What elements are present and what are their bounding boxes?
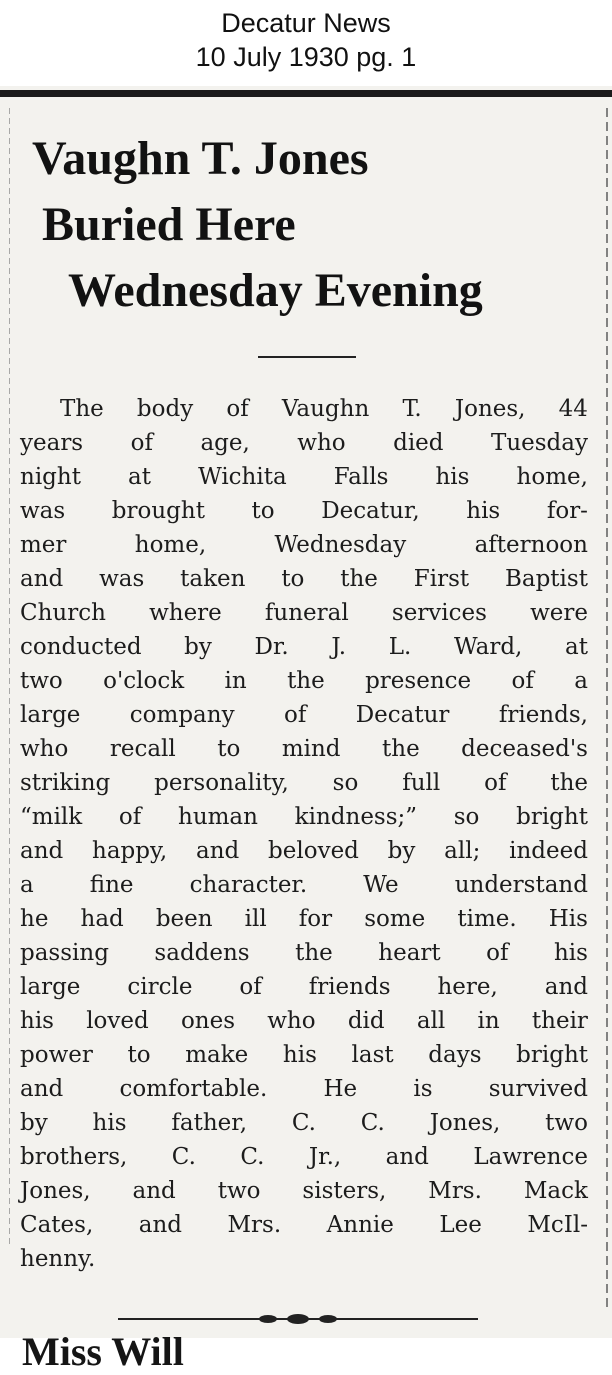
article-word: all bbox=[416, 1008, 446, 1034]
article-line bbox=[20, 1140, 588, 1174]
article-word: of bbox=[511, 668, 534, 694]
article-line bbox=[20, 562, 588, 596]
article-body bbox=[20, 392, 588, 1276]
article-word: by bbox=[184, 634, 212, 660]
article-word: and bbox=[544, 974, 588, 1000]
article-word: heart bbox=[378, 940, 441, 966]
article-word: o'clock bbox=[103, 668, 185, 694]
article-word: Jones, bbox=[20, 1178, 91, 1204]
article-word: beloved bbox=[268, 838, 359, 864]
article-word: “milk bbox=[20, 804, 83, 830]
article-word: Mrs. bbox=[227, 1212, 282, 1238]
article-word: ones bbox=[180, 1008, 236, 1034]
column-top-rule bbox=[0, 90, 612, 97]
article-word: by bbox=[387, 838, 416, 864]
article-word: to bbox=[251, 498, 275, 524]
article-word: make bbox=[185, 1042, 249, 1068]
article-line bbox=[20, 664, 588, 698]
article-word: was bbox=[20, 498, 66, 524]
article-word: so bbox=[332, 770, 359, 796]
article-word: to bbox=[127, 1042, 151, 1068]
left-column-edge bbox=[9, 108, 10, 1248]
article-word: friends, bbox=[498, 702, 588, 728]
article-word: Decatur, bbox=[321, 498, 420, 524]
article-line bbox=[20, 596, 588, 630]
article-word: been bbox=[155, 906, 213, 932]
article-word: Falls bbox=[333, 464, 389, 490]
article-word: all; bbox=[444, 838, 481, 864]
article-word: his bbox=[92, 1110, 127, 1136]
article-word: saddens bbox=[154, 940, 250, 966]
article-word: He bbox=[323, 1076, 358, 1102]
article-headline bbox=[32, 126, 592, 324]
article-word: Tuesday bbox=[490, 430, 588, 456]
article-word: afternoon bbox=[474, 532, 588, 558]
article-word: brothers, bbox=[20, 1144, 128, 1170]
article-word: company bbox=[129, 702, 235, 728]
article-word: to bbox=[281, 566, 305, 592]
article-line bbox=[20, 1208, 588, 1242]
article-word: indeed bbox=[509, 838, 588, 864]
article-word: C. bbox=[240, 1144, 265, 1170]
article-line bbox=[20, 1072, 588, 1106]
right-column-edge bbox=[606, 108, 608, 1308]
headline-line-3: Wednesday Evening bbox=[68, 264, 483, 317]
article-word: passing bbox=[20, 940, 109, 966]
article-word: days bbox=[428, 1042, 482, 1068]
article-word: deceased's bbox=[461, 736, 588, 762]
article-line bbox=[20, 970, 588, 1004]
article-line bbox=[20, 392, 588, 426]
article-word: Baptist bbox=[504, 566, 588, 592]
article-word: who bbox=[267, 1008, 316, 1034]
article-word: Wichita bbox=[198, 464, 287, 490]
article-word: funeral bbox=[264, 600, 349, 626]
article-word: age, bbox=[200, 430, 250, 456]
article-line bbox=[20, 936, 588, 970]
article-word: Wednesday bbox=[274, 532, 407, 558]
article-line bbox=[20, 1242, 588, 1276]
article-word: is bbox=[413, 1076, 433, 1102]
article-word: personality, bbox=[154, 770, 289, 796]
article-word: some bbox=[364, 906, 426, 932]
article-word: large bbox=[20, 974, 81, 1000]
article-word: character. bbox=[189, 872, 308, 898]
article-word: power bbox=[20, 1042, 93, 1068]
article-word: where bbox=[149, 600, 222, 626]
article-word: L. bbox=[388, 634, 412, 660]
article-word: home, bbox=[516, 464, 588, 490]
article-word: of bbox=[484, 770, 507, 796]
article-word: T. bbox=[402, 396, 422, 422]
article-word: Lawrence bbox=[473, 1144, 588, 1170]
article-word: mind bbox=[281, 736, 341, 762]
article-word: large bbox=[20, 702, 81, 728]
article-word: of bbox=[239, 974, 262, 1000]
article-word: Jones, bbox=[429, 1110, 501, 1136]
article-word: friends bbox=[308, 974, 391, 1000]
article-word: to bbox=[217, 736, 241, 762]
headline-divider bbox=[258, 356, 356, 358]
article-word: recall bbox=[109, 736, 176, 762]
article-word: human bbox=[178, 804, 258, 830]
article-line bbox=[20, 902, 588, 936]
article-word: brought bbox=[111, 498, 205, 524]
article-word: Jr., bbox=[308, 1144, 342, 1170]
article-word: was bbox=[99, 566, 145, 592]
article-word: mer bbox=[20, 532, 67, 558]
article-word: We bbox=[363, 872, 399, 898]
article-word: two bbox=[545, 1110, 588, 1136]
article-word: services bbox=[391, 600, 487, 626]
article-word: the bbox=[550, 770, 588, 796]
article-line bbox=[20, 1174, 588, 1208]
article-word: of bbox=[283, 702, 307, 728]
article-word: First bbox=[413, 566, 470, 592]
article-word: Mack bbox=[523, 1178, 588, 1204]
article-line bbox=[20, 630, 588, 664]
article-word: last bbox=[351, 1042, 394, 1068]
article-line bbox=[20, 732, 588, 766]
article-word: 44 bbox=[558, 396, 588, 422]
article-word: Church bbox=[20, 600, 106, 626]
article-word: had bbox=[80, 906, 124, 932]
article-word: two bbox=[20, 668, 63, 694]
article-word: were bbox=[530, 600, 588, 626]
article-word: kindness;” bbox=[294, 804, 418, 830]
article-word: time. bbox=[457, 906, 517, 932]
article-word: fine bbox=[89, 872, 134, 898]
article-word: he bbox=[20, 906, 49, 932]
article-word: C. bbox=[291, 1110, 316, 1136]
article-word: Vaughn bbox=[281, 396, 370, 422]
article-word: who bbox=[297, 430, 346, 456]
article-word: the bbox=[295, 940, 333, 966]
article-word: C. bbox=[360, 1110, 385, 1136]
article-word: their bbox=[531, 1008, 588, 1034]
article-line bbox=[20, 868, 588, 902]
article-word: Annie bbox=[326, 1212, 394, 1238]
article-word: Dr. bbox=[254, 634, 289, 660]
clipping-caption bbox=[0, 6, 612, 74]
article-word: Decatur bbox=[355, 702, 450, 728]
article-word: two bbox=[217, 1178, 261, 1204]
article-word: and bbox=[20, 566, 64, 592]
article-word: and bbox=[20, 838, 64, 864]
article-word: of bbox=[486, 940, 509, 966]
article-word: home, bbox=[134, 532, 207, 558]
article-line bbox=[20, 800, 588, 834]
article-line bbox=[20, 1038, 588, 1072]
article-word: of bbox=[118, 804, 142, 830]
next-article-headline-partial: Miss Will bbox=[22, 1329, 184, 1374]
article-word: The bbox=[60, 396, 104, 422]
article-word: his bbox=[435, 464, 470, 490]
article-word: and bbox=[196, 838, 240, 864]
article-word: striking bbox=[20, 770, 111, 796]
article-line bbox=[20, 460, 588, 494]
caption-date: 10 July 1930 pg. 1 bbox=[195, 42, 417, 72]
newspaper-clipping bbox=[0, 86, 612, 1374]
article-word: father, bbox=[171, 1110, 248, 1136]
article-word: C. bbox=[171, 1144, 196, 1170]
article-word: by bbox=[20, 1110, 48, 1136]
article-word: his bbox=[282, 1042, 317, 1068]
article-word: at bbox=[564, 634, 588, 660]
article-word: for- bbox=[546, 498, 588, 524]
article-word: Lee bbox=[439, 1212, 482, 1238]
article-word: full bbox=[402, 770, 441, 796]
article-word: of bbox=[130, 430, 153, 456]
article-word: the bbox=[382, 736, 420, 762]
article-line bbox=[20, 698, 588, 732]
article-line bbox=[20, 426, 588, 460]
article-word: at bbox=[128, 464, 151, 490]
article-word: survived bbox=[488, 1076, 588, 1102]
article-word: bright bbox=[516, 804, 588, 830]
article-line bbox=[20, 766, 588, 800]
article-word: circle bbox=[127, 974, 193, 1000]
article-word: and bbox=[138, 1212, 183, 1238]
article-word: sisters, bbox=[302, 1178, 387, 1204]
article-word: did bbox=[347, 1008, 385, 1034]
article-word: conducted bbox=[20, 634, 142, 660]
article-word: body bbox=[136, 396, 194, 422]
article-word: of bbox=[226, 396, 249, 422]
article-word: so bbox=[453, 804, 480, 830]
article-word: ill bbox=[244, 906, 267, 932]
article-word: the bbox=[287, 668, 325, 694]
article-word: his bbox=[466, 498, 501, 524]
article-word: a bbox=[574, 668, 588, 694]
article-word: comfortable. bbox=[119, 1076, 268, 1102]
article-word: who bbox=[20, 736, 69, 762]
article-word: happy, bbox=[92, 838, 168, 864]
article-word: understand bbox=[454, 872, 588, 898]
article-word: His bbox=[548, 906, 588, 932]
article-word: in bbox=[477, 1008, 500, 1034]
article-word: Jones, bbox=[454, 396, 526, 422]
article-word: night bbox=[20, 464, 81, 490]
article-word: presence bbox=[365, 668, 472, 694]
article-line bbox=[20, 1106, 588, 1140]
article-word: McIl- bbox=[527, 1212, 588, 1238]
article-word: died bbox=[393, 430, 444, 456]
article-word: the bbox=[340, 566, 378, 592]
article-word: taken bbox=[180, 566, 246, 592]
article-line bbox=[20, 1004, 588, 1038]
ornamental-divider bbox=[118, 1312, 478, 1326]
article-line bbox=[20, 494, 588, 528]
article-word: in bbox=[224, 668, 247, 694]
article-line bbox=[20, 528, 588, 562]
article-word: J. bbox=[331, 634, 347, 660]
article-line bbox=[20, 834, 588, 868]
article-word: his bbox=[20, 1008, 54, 1034]
caption-source: Decatur News bbox=[221, 8, 391, 38]
article-word: bright bbox=[516, 1042, 588, 1068]
article-word: henny. bbox=[20, 1246, 96, 1272]
article-word: Cates, bbox=[20, 1212, 94, 1238]
article-word: here, bbox=[437, 974, 498, 1000]
article-word: his bbox=[553, 940, 588, 966]
article-word: and bbox=[385, 1144, 429, 1170]
article-word: Mrs. bbox=[428, 1178, 482, 1204]
article-word: years bbox=[20, 430, 84, 456]
article-word: a bbox=[20, 872, 34, 898]
article-word: and bbox=[132, 1178, 176, 1204]
article-word: Ward, bbox=[453, 634, 523, 660]
headline-line-2: Buried Here bbox=[42, 198, 296, 251]
article-word: and bbox=[20, 1076, 64, 1102]
article-word: for bbox=[298, 906, 333, 932]
headline-line-1: Vaughn T. Jones bbox=[32, 132, 369, 185]
article-word: loved bbox=[86, 1008, 149, 1034]
